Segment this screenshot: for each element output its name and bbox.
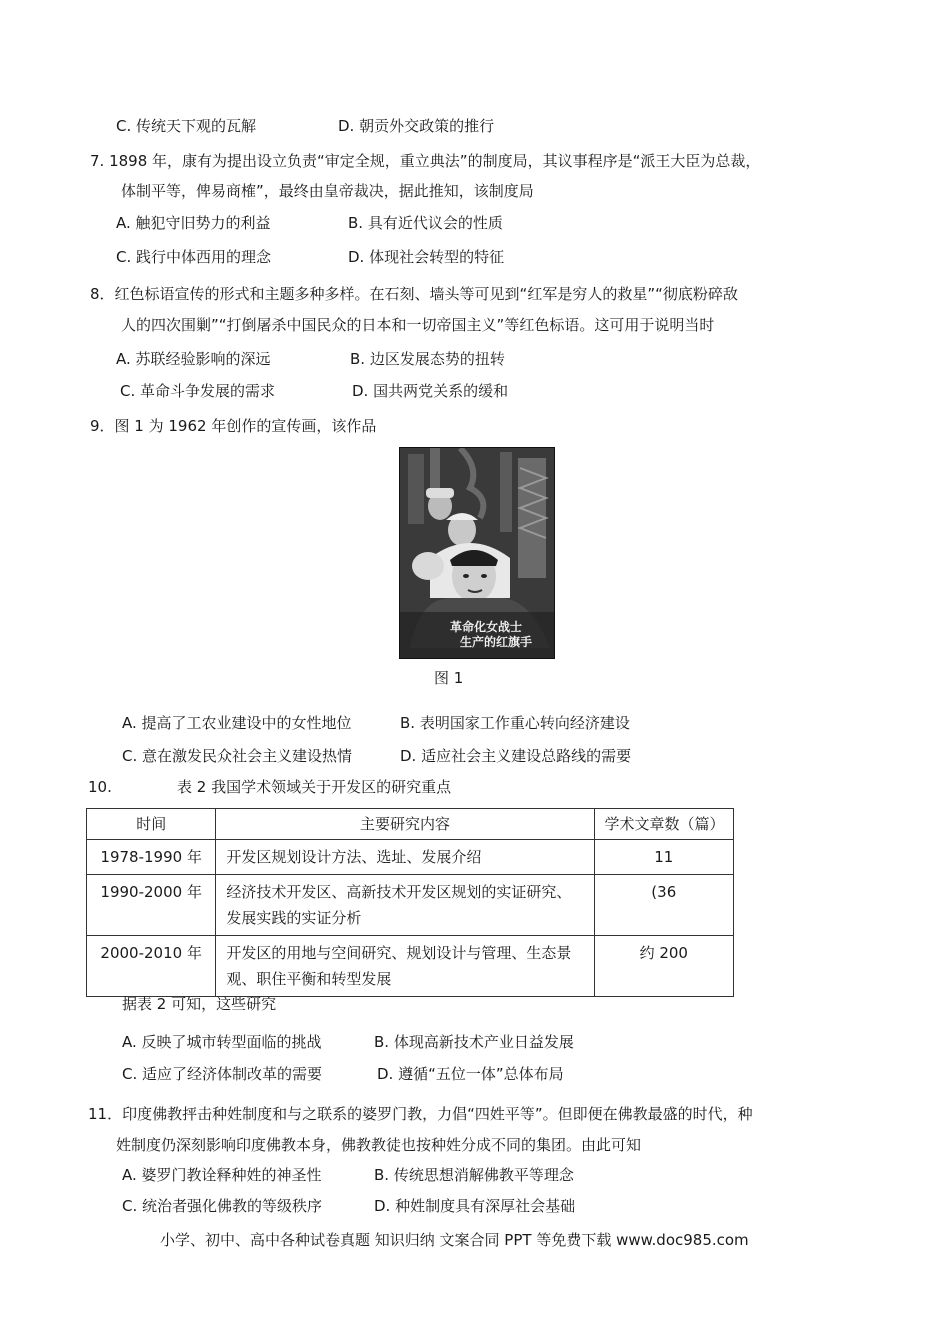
q9-option-d: D. 适应社会主义建设总路线的需要 [400,747,632,765]
row-count: (36 [594,875,733,936]
header-content: 主要研究内容 [216,809,594,840]
q8-option-a: A. 苏联经验影响的深远 [116,350,271,368]
q11-stem-line2: 姓制度仍深刻影响印度佛教本身，佛教教徒也按种姓分成不同的集团。由此可知 [116,1136,642,1154]
q8-stem-line1: 8．红色标语宣传的形式和主题多种多样。在石刻、墙头等可见到“红军是穷人的救星”“彻底粉碎敌 [90,285,738,303]
table-title: 表 2 我国学术领域关于开发区的研究重点 [177,778,452,796]
q10-option-b: B. 体现高新技术产业日益发展 [374,1033,574,1051]
poster-caption-line1: 革命化女战士 [450,620,523,634]
q10-option-c: C. 适应了经济体制改革的需要 [122,1065,323,1083]
propaganda-poster-image [399,447,555,659]
q10-number: 10. [88,778,112,796]
header-count: 学术文章数（篇） [594,809,733,840]
table-row [87,840,734,875]
q7-option-c: C. 践行中体西用的理念 [116,248,272,266]
q9-option-c: C. 意在激发民众社会主义建设热情 [122,747,353,765]
table-row [87,936,734,997]
q9-stem: 9．图 1 为 1962 年创作的宣传画，该作品 [90,417,377,435]
q11-option-d: D. 种姓制度具有深厚社会基础 [374,1197,576,1215]
row-count: 约 200 [594,936,733,997]
row-period: 2000-2010 年 [87,936,216,997]
header-period: 时间 [87,809,216,840]
q11-stem-line1: 11．印度佛教抨击种姓制度和与之联系的婆罗门教，力倡“四姓平等”。但即便在佛教最盛的时代，种 [88,1105,753,1123]
q11-option-a: A. 婆罗门教诠释种姓的神圣性 [122,1166,322,1184]
q6-option-c: C. 传统天下观的瓦解 [116,117,257,135]
page-footer: 小学、初中、高中各种试卷真题 知识归纳 文案合同 PPT 等免费下载 www.doc985.com [160,1231,749,1249]
q7-stem-line1: 7. 1898 年，康有为提出设立负责“审定全规，重立典法”的制度局，其议事程序是“派王大臣为总裁， [90,152,761,170]
row-count: 11 [594,840,733,875]
table-row [87,875,734,936]
q10-option-a: A. 反映了城市转型面临的挑战 [122,1033,322,1051]
row-period: 1978-1990 年 [87,840,216,875]
q11-option-b: B. 传统思想消解佛教平等理念 [374,1166,574,1184]
row-content: 经济技术开发区、高新技术开发区规划的实证研究、发展实践的实证分析 [216,875,594,936]
q8-option-b: B. 边区发展态势的扭转 [350,350,505,368]
q10-stem: 据表 2 可知，这些研究 [122,995,277,1013]
q11-option-c: C. 统治者强化佛教的等级秩序 [122,1197,323,1215]
q7-option-b: B. 具有近代议会的性质 [348,214,503,232]
figure-caption: 图 1 [434,669,464,687]
row-content: 开发区规划设计方法、选址、发展介绍 [216,840,594,875]
q9-option-a: A. 提高了工农业建设中的女性地位 [122,714,352,732]
poster-caption-line2: 生产的红旗手 [460,635,533,649]
q7-option-d: D. 体现社会转型的特征 [348,248,505,266]
table-header-row [87,809,734,840]
q6-option-d: D. 朝贡外交政策的推行 [338,117,495,135]
q9-option-b: B. 表明国家工作重心转向经济建设 [400,714,630,732]
q7-option-a: A. 触犯守旧势力的利益 [116,214,271,232]
q8-option-c: C. 革命斗争发展的需求 [120,382,276,400]
research-table [86,808,734,997]
q8-stem-line2: 人的四次围剿”“打倒屠杀中国民众的日本和一切帝国主义”等红色标语。这可用于说明当时 [121,316,715,334]
row-period: 1990-2000 年 [87,875,216,936]
q8-option-d: D. 国共两党关系的缓和 [352,382,509,400]
q7-stem-line2: 体制平等，俾易商榷”，最终由皇帝裁决，据此推知，该制度局 [121,182,534,200]
q10-option-d: D. 遵循“五位一体”总体布局 [377,1065,564,1083]
row-content: 开发区的用地与空间研究、规划设计与管理、生态景观、职住平衡和转型发展 [216,936,594,997]
